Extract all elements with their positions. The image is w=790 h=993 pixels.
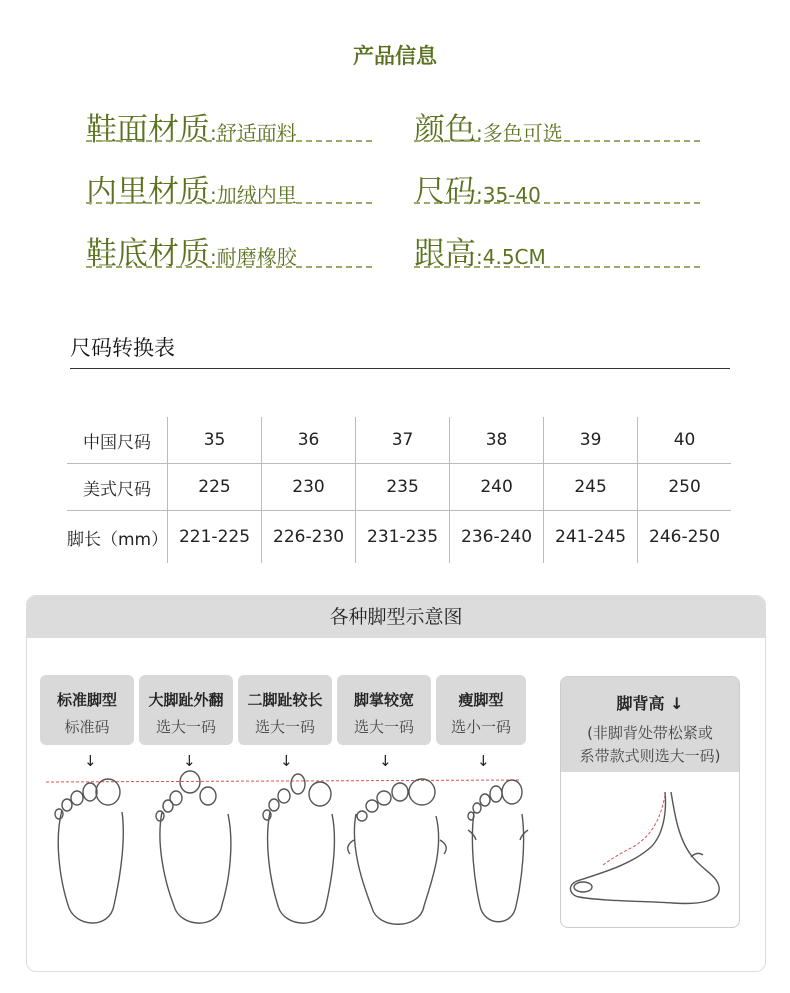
divider: [70, 368, 730, 369]
table-cell: 230: [262, 464, 356, 511]
size-table-title: 尺码转换表: [70, 336, 175, 360]
attr-color: [414, 104, 563, 148]
attr-key: 尺码: [414, 174, 476, 210]
attr-heel: [414, 228, 546, 272]
foot-type-advice: 选大一码: [155, 718, 216, 736]
instep-title: 脚背高 ↓: [616, 694, 684, 713]
foot-standard-icon: [55, 779, 123, 923]
table-cell: 35: [168, 417, 262, 464]
foot-slim-icon: [468, 780, 528, 922]
foot-type-name: 标准脚型: [56, 691, 117, 709]
foot-type-advice: 选大一码: [254, 718, 315, 736]
divider: [86, 140, 372, 142]
table-cell: 225: [168, 464, 262, 511]
foot-type-advice: 选小一码: [450, 718, 511, 736]
attr-key: 颜色: [414, 112, 476, 148]
foot-type-wide: [337, 675, 431, 745]
foot-type-name: 脚掌较宽: [353, 691, 414, 709]
foot-type-advice: 选大一码: [353, 718, 414, 736]
arrow-down-icon: ↓: [183, 752, 196, 770]
arrow-down-icon: ↓: [477, 752, 490, 770]
table-row: [67, 464, 731, 511]
divider: [414, 140, 700, 142]
foot-type-long-second-toe: [238, 675, 332, 745]
size-table: [67, 417, 731, 563]
table-cell: 40: [638, 417, 731, 464]
instep-header: [561, 677, 739, 772]
foot-type-standard: [40, 675, 134, 745]
attr-key: 鞋面材质: [86, 112, 210, 148]
foot-long-second-toe-icon: [263, 774, 334, 923]
foot-type-title: 各种脚型示意图: [27, 596, 765, 638]
foot-type-slim: [436, 675, 526, 745]
attr-key: 跟高: [414, 236, 476, 272]
attr-value: :加绒内里: [210, 183, 297, 207]
divider: [86, 202, 372, 204]
divider: [414, 266, 700, 268]
attr-size: [414, 166, 541, 210]
table-cell: 39: [544, 417, 638, 464]
attr-upper-material: [86, 104, 297, 148]
attr-lining: [86, 166, 297, 210]
table-cell: 236-240: [450, 511, 544, 564]
divider: [86, 266, 372, 268]
foot-side-icon: [561, 777, 739, 922]
table-cell: 250: [638, 464, 731, 511]
instep-note-line2: 系带款式则选大一码): [579, 747, 721, 765]
table-cell: 231-235: [356, 511, 450, 564]
foot-type-advice: 标准码: [64, 718, 110, 736]
table-cell: 221-225: [168, 511, 262, 564]
table-cell: 241-245: [544, 511, 638, 564]
attr-key: 鞋底材质: [86, 236, 210, 272]
attr-value: :35-40: [476, 183, 541, 207]
attr-sole: [86, 228, 297, 272]
attr-value: :耐磨橡胶: [210, 245, 297, 269]
table-cell: 246-250: [649, 527, 721, 547]
table-cell: 36: [262, 417, 356, 464]
table-cell: 38: [450, 417, 544, 464]
table-row: [67, 417, 731, 464]
table-row: [67, 511, 731, 564]
table-cell: 240: [450, 464, 544, 511]
foot-type-name: 大脚趾外翻: [148, 691, 224, 709]
table-cell: 235: [356, 464, 450, 511]
instep-note-line1: (非脚背处带松紧或: [587, 724, 713, 742]
foot-type-bunion: [139, 675, 233, 745]
attr-key: 内里材质: [86, 174, 210, 210]
arrow-down-icon: ↓: [84, 752, 97, 770]
arrow-down-icon: ↓: [280, 752, 293, 770]
divider: [414, 202, 700, 204]
row-label: 美式尺码: [67, 464, 168, 511]
instep-panel: [560, 676, 740, 928]
table-cell: 226-230: [262, 511, 356, 564]
row-label: 中国尺码: [67, 417, 168, 464]
foot-illustrations: [40, 770, 530, 940]
table-cell: 37: [356, 417, 450, 464]
row-label: 脚长（mm）: [67, 511, 168, 564]
attr-value: :4.5CM: [476, 245, 546, 269]
foot-bunion-icon: [156, 771, 231, 923]
foot-wide-icon: [348, 779, 447, 924]
foot-type-name: 二脚趾较长: [247, 691, 323, 709]
page-title: 产品信息: [353, 44, 437, 68]
attr-value: :舒适面料: [210, 121, 297, 145]
attr-value: :多色可选: [476, 121, 563, 145]
arrow-down-icon: ↓: [379, 752, 392, 770]
table-cell: 245: [544, 464, 638, 511]
foot-type-name: 瘦脚型: [458, 691, 504, 709]
